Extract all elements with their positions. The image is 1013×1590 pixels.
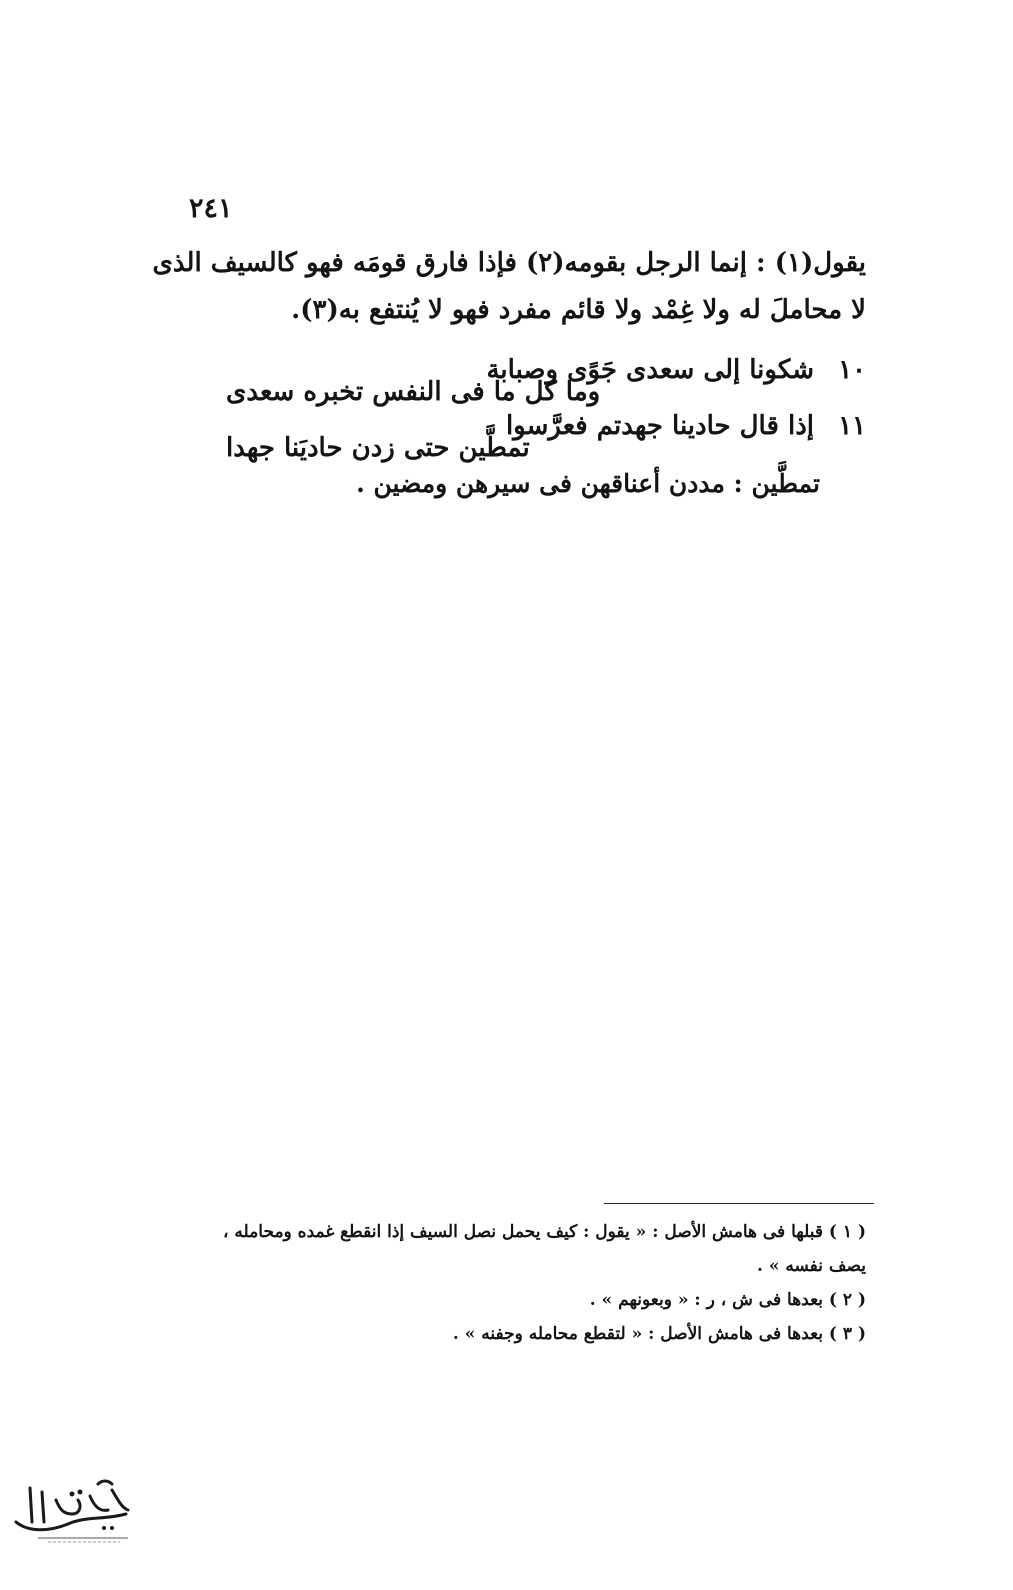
footnote-1-line-2: يصف نفسه » . [757,1256,866,1276]
prose-paragraph [152,240,866,334]
prose-line-2: لا محاملَ له ولا غِمْد ولا قائم مفرد فهو لا يُنتفع به(٣). [291,295,866,325]
verse-hemistich-second: وما كل ما فى النفس تخبره سعدى [226,377,601,407]
verse-gloss: تمطَّين : مددن أعناقهن فى سيرهن ومضين . [356,469,820,498]
page-number: ٢٤١ [189,193,233,224]
footnote-divider [604,1203,874,1204]
verse-hemistich-first: إذا قال حادينا جهدتم فعرَّسوا [505,411,814,441]
verse-number: ١٠ [838,355,866,385]
footnote-3: ( ٣ ) بعدها فى هامش الأصل : « لتقطع محامله وجفنه » . [452,1324,866,1344]
verse-number: ١١ [838,411,866,441]
footnote-1 [186,1215,866,1283]
calligraphy-stamp-icon [8,1470,140,1550]
prose-line-1: يقول(١) : إنما الرجل بقومه(٢) فإذا فارق قومَه فهو كالسيف الذى [152,248,866,278]
footnote-2: ( ٢ ) بعدها فى ش ، ر : « وبعونهم » . [589,1290,866,1310]
verse-hemistich-second: تمطَّين حتى زدن حاديَنا جهدا [226,433,530,463]
footnote-1-line-1: ( ١ ) قبلها فى هامش الأصل : « يقول : كيف يحمل نصل السيف إذا انقطع غمده ومحامله ، [223,1222,866,1242]
footnotes [186,1215,866,1351]
verse-hemistich-first: شكونا إلى سعدى جَوًى وصبابة [486,355,814,385]
